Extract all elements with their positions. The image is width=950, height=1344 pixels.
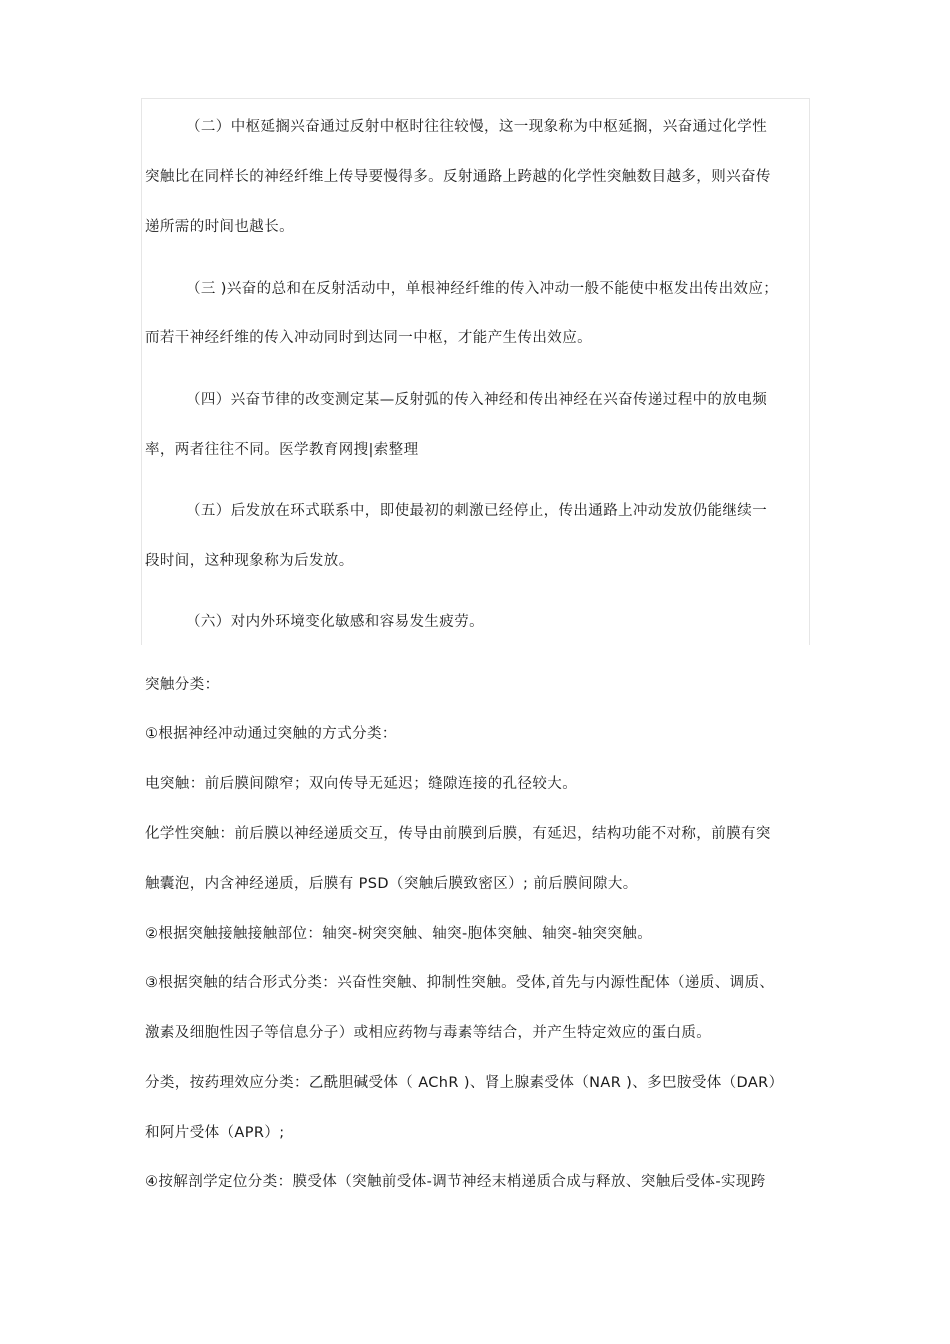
- paragraph-line: 率，两者往往不同。医学教育网搜|索整理: [145, 442, 419, 458]
- section-heading: 突触分类：: [145, 677, 220, 693]
- paragraph-line: ③根据突触的结合形式分类：兴奋性突触、抑制性突触。受体,首先与内源性配体（递质、调质、: [145, 975, 775, 991]
- paragraph-line: （四）兴奋节律的改变测定某—反射弧的传入神经和传出神经在兴奋传递过程中的放电频: [186, 392, 768, 408]
- paragraph-line: 电突触：前后膜间隙窄；双向传导无延迟；缝隙连接的孔径较大。: [145, 776, 578, 792]
- paragraph-line: 触囊泡，内含神经递质，后膜有 PSD（突触后膜致密区）; 前后膜间隙大。: [145, 876, 638, 892]
- paragraph-line: 分类，按药理效应分类：乙酰胆碱受体（ AChR )、肾上腺素受体（NAR )、多巴胺受体（DAR）: [145, 1075, 784, 1091]
- paragraph-line: （二）中枢延搁兴奋通过反射中枢时往往较慢，这一现象称为中枢延搁，兴奋通过化学性: [186, 119, 768, 135]
- paragraph-line: 段时间，这种现象称为后发放。: [145, 553, 354, 569]
- paragraph-line: （六）对内外环境变化敏感和容易发生疲劳。: [186, 614, 484, 630]
- paragraph-line: 递所需的时间也越长。: [145, 219, 294, 235]
- paragraph-line: （五）后发放在环式联系中，即使最初的刺激已经停止，传出通路上冲动发放仍能继续一: [186, 503, 768, 519]
- paragraph-line: 化学性突触：前后膜以神经递质交互，传导由前膜到后膜，有延迟，结构功能不对称，前膜有突: [145, 826, 771, 842]
- paragraph-line: （三 )兴奋的总和在反射活动中，单根神经纤维的传入冲动一般不能使中枢发出传出效应；: [186, 281, 779, 297]
- paragraph-line: 和阿片受体（APR）;: [145, 1125, 285, 1141]
- paragraph-line: 突触比在同样长的神经纤维上传导要慢得多。反射通路上跨越的化学性突触数目越多，则兴奋传: [145, 169, 771, 185]
- paragraph-line: ②根据突触接触接触部位：轴突-树突突触、轴突-胞体突触、轴突-轴突突触。: [145, 926, 653, 942]
- paragraph-line: 而若干神经纤维的传入冲动同时到达同一中枢，才能产生传出效应。: [145, 330, 592, 346]
- paragraph-line: ①根据神经冲动通过突触的方式分类：: [145, 726, 397, 742]
- paragraph-line: ④按解剖学定位分类：膜受体（突触前受体-调节神经末梢递质合成与释放、突触后受体-实现跨: [145, 1174, 766, 1190]
- paragraph-line: 激素及细胞性因子等信息分子）或相应药物与毒素等结合，并产生特定效应的蛋白质。: [145, 1025, 712, 1041]
